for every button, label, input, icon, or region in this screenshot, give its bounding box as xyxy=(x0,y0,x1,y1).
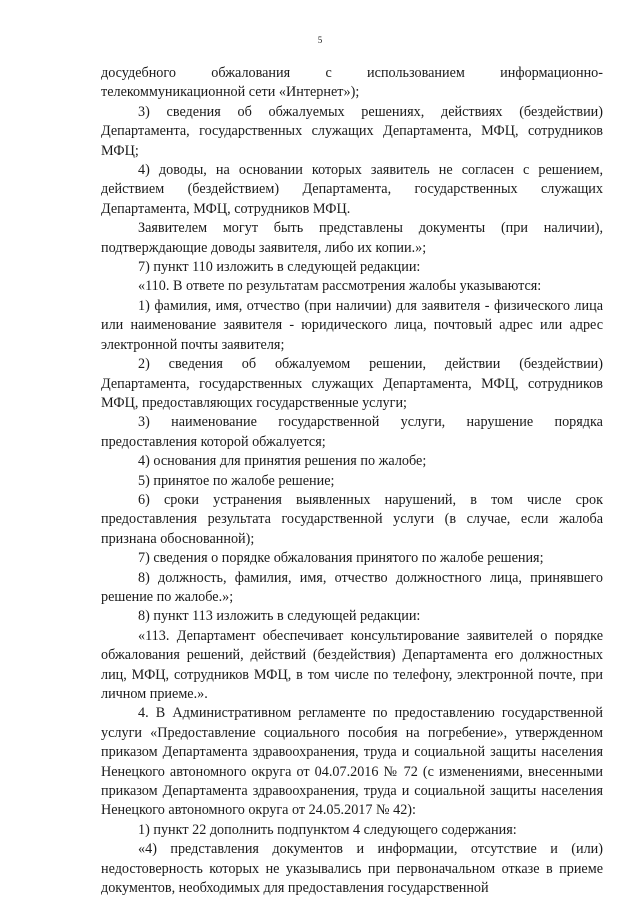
paragraph-subitem-4: «4) представления документов и информации, отсутствие и (или) недостоверность которых не указывались при первоначальном отказе в приеме документов, необходимых для предоставления государственной xyxy=(101,841,603,897)
document-body xyxy=(101,64,603,898)
paragraph-110-item-8: 8) должность, фамилия, имя, отчество должностного лица, принявшего решение по жалобе.»; xyxy=(101,569,603,605)
paragraph-clause-7: 7) пункт 110 изложить в следующей редакции: xyxy=(138,259,421,276)
paragraph-110-item-1: 1) фамилия, имя, отчество (при наличии) для заявителя - физического лица или наименование заявителя - юридического лица, почтовый адрес или адрес электронной почты заявителя; xyxy=(101,297,603,353)
paragraph-continuation: досудебного обжалования с использованием информационно-телекоммуникационной сети «Интернет»); xyxy=(101,65,603,101)
paragraph-section-4: 4. В Административном регламенте по предоставлению государственной услуги «Предоставление социального пособия на погребение», утвержденном приказом Департамента здравоохранения, труда и социальной защиты населения Ненецкого автономного округа от 04.07.2016 № 72 (с изменениями, внесенными приказом Департамента здравоохранения, труда и социальной защиты населения Ненецкого автономного округа от 24.05.2017 № 42): xyxy=(101,705,603,819)
paragraph-110-item-7: 7) сведения о порядке обжалования принятого по жалобе решения; xyxy=(138,550,544,567)
paragraph-110-item-5: 5) принятое по жалобе решение; xyxy=(138,472,335,489)
paragraph-110-item-4: 4) основания для принятия решения по жалобе; xyxy=(138,453,427,470)
paragraph-section-4-item-1: 1) пункт 22 дополнить подпунктом 4 следующего содержания: xyxy=(138,821,517,838)
paragraph-110-item-2: 2) сведения об обжалуемом решении, действии (бездействии) Департамента, государственных служащих Департамента, МФЦ, сотрудников МФЦ, предоставляющих государственные услуги; xyxy=(101,356,603,411)
paragraph-110-item-6: 6) сроки устранения выявленных нарушений, в том числе срок предоставления результата государственной услуги (в случае, если жалоба признана обоснованной); xyxy=(101,491,603,547)
paragraph-clause-8: 8) пункт 113 изложить в следующей редакции: xyxy=(138,608,421,625)
paragraph-item-3: 3) сведения об обжалуемых решениях, действиях (бездействии) Департамента, государственных служащих Департамента, МФЦ, сотрудников МФЦ; xyxy=(101,103,603,159)
paragraph-item-4: 4) доводы, на основании которых заявитель не согласен с решением, действием (бездействием) Департамента, государственных служащих Департамента, МФЦ, сотрудников МФЦ. xyxy=(101,162,603,217)
page-number: 5 xyxy=(317,35,323,45)
paragraph-point-113: «113. Департамент обеспечивает консультирование заявителей о порядке обжалования решений, действий (бездействия) Департамента его должностных лиц, МФЦ, сотрудников МФЦ, в том числе по телефону, электронной почте, при личном приеме.». xyxy=(101,627,603,702)
paragraph-documents: Заявителем могут быть представлены документы (при наличии), подтверждающие доводы заявителя, либо их копии.»; xyxy=(101,220,603,256)
paragraph-110-item-3: 3) наименование государственной услуги, нарушение порядка предоставления которой обжалуется; xyxy=(101,414,603,450)
paragraph-point-110: «110. В ответе по результатам рассмотрения жалобы указываются: xyxy=(138,278,542,295)
